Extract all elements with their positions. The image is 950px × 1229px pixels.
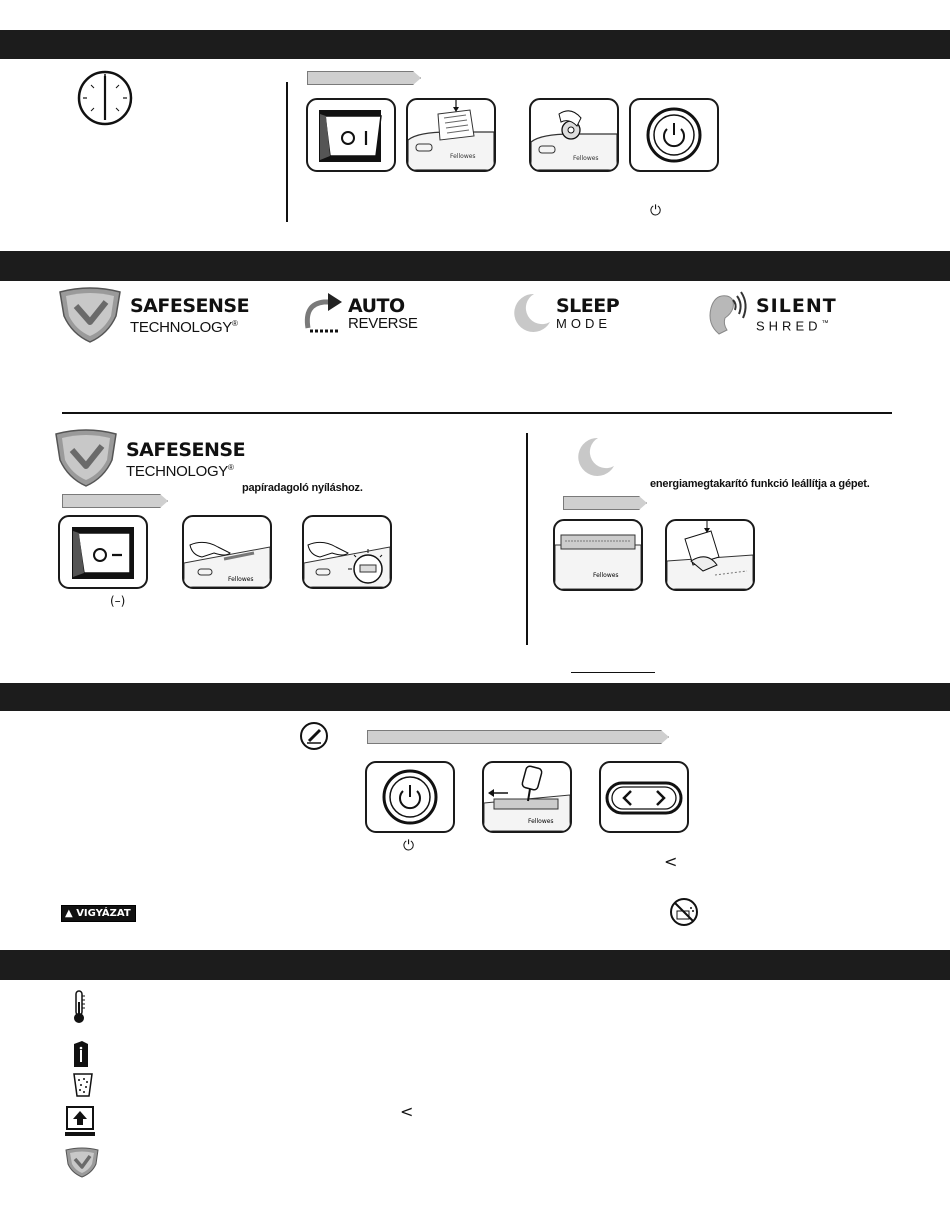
panel-insert-cd xyxy=(529,98,619,172)
power-button-icon xyxy=(631,100,717,170)
svg-text:Fellowes: Fellowes xyxy=(573,155,599,162)
hand-on-shredder-icon xyxy=(184,517,270,587)
sleep-moon-icon-2 xyxy=(576,436,616,476)
safesense-2-line2: TECHNOLOGY xyxy=(126,463,229,480)
power-button-icon-2 xyxy=(367,763,453,831)
reverse-symbol-text-2: < xyxy=(400,1102,414,1121)
svg-text:Fellowes: Fellowes xyxy=(228,576,254,583)
caution-label xyxy=(61,905,136,922)
section-header-bar-3 xyxy=(0,683,950,711)
safesense-logo xyxy=(130,297,249,335)
panel-switch-off xyxy=(58,515,148,589)
panel-sleep-shredder xyxy=(553,519,643,591)
auto-reverse-line2: REVERSE xyxy=(348,315,418,332)
safesense-logo-2 xyxy=(126,441,245,479)
step-arrow-bar xyxy=(307,71,421,85)
panel-insert-paper xyxy=(406,98,496,172)
rocker-switch-icon xyxy=(308,100,394,170)
panel-power-button xyxy=(629,98,719,172)
sleep-moon-icon xyxy=(512,292,552,332)
safesense-arrow-bar xyxy=(62,494,168,508)
section-divider xyxy=(526,433,528,645)
clock-icon xyxy=(77,68,133,128)
silent-shred-logo xyxy=(756,297,837,333)
oil-bottle-icon xyxy=(484,763,570,831)
section-header-bar-1 xyxy=(0,30,950,59)
safesense-registered: ® xyxy=(232,319,238,328)
safesense-note: papíradagoló nyíláshoz. xyxy=(242,482,363,494)
safesense-small-shield-icon xyxy=(64,1147,100,1179)
panel-sleep-paper xyxy=(665,519,755,591)
no-aerosol-icon xyxy=(669,897,699,927)
auto-reverse-arrow-icon xyxy=(300,290,344,334)
section-header-bar-2 xyxy=(0,251,950,281)
panel-oil-application xyxy=(482,761,572,833)
shredder-paper-icon xyxy=(408,100,494,170)
column-divider xyxy=(286,82,288,222)
caution-label-text: VIGYÁZAT xyxy=(76,908,131,919)
safesense-line1: SAFESENSE xyxy=(130,295,250,317)
safesense-line2: TECHNOLOGY xyxy=(130,319,233,336)
safesense-2-registered: ® xyxy=(228,463,234,472)
warning-triangle-icon: ▲ xyxy=(65,908,73,919)
reverse-symbol-text: < xyxy=(664,852,678,871)
silent-shred-trademark: ™ xyxy=(821,320,829,327)
horizontal-rule xyxy=(62,412,892,414)
sleep-mode-logo xyxy=(556,297,619,331)
bin-open-icon xyxy=(72,1040,90,1068)
oil-pencil-icon xyxy=(299,721,329,751)
silent-shred-line2: SHRED xyxy=(756,318,822,334)
section-header-bar-4 xyxy=(0,950,950,980)
thermometer-icon xyxy=(71,990,87,1024)
sleep-mode-line1: SLEEP xyxy=(556,295,620,317)
panel-hand-slot xyxy=(182,515,272,589)
safesense-shield-icon-2 xyxy=(52,428,120,488)
panel-safesense-light xyxy=(302,515,392,589)
power-symbol-text: ⏻ xyxy=(650,203,662,219)
sleep-mode-line2: MODE xyxy=(556,316,611,331)
panel-reverse-forward xyxy=(599,761,689,833)
rocker-switch-off-icon xyxy=(60,517,146,587)
maintenance-arrow-bar xyxy=(367,730,669,744)
sleep-note: energiamegtakarító funkció leállítja a gépet. xyxy=(650,478,870,490)
svg-text:Fellowes: Fellowes xyxy=(528,818,554,825)
reverse-forward-buttons-icon xyxy=(601,763,687,831)
shredder-cd-icon xyxy=(531,100,617,170)
shredder-top-icon xyxy=(555,521,641,589)
safesense-shield-icon xyxy=(56,286,124,344)
panel-power-off xyxy=(365,761,455,833)
bin-full-icon xyxy=(72,1072,94,1098)
sleep-arrow-bar xyxy=(563,496,647,510)
silent-shred-ear-icon xyxy=(703,284,751,338)
overload-upload-icon xyxy=(65,1105,95,1137)
safesense-light-icon xyxy=(304,517,390,587)
auto-reverse-logo xyxy=(348,297,418,331)
svg-text:Fellowes: Fellowes xyxy=(593,572,619,579)
power-symbol-text-2: ⏻ xyxy=(403,838,415,854)
paper-wake-icon xyxy=(667,521,753,589)
underline-link xyxy=(571,672,655,673)
safesense-2-line1: SAFESENSE xyxy=(126,439,246,461)
silent-shred-line1: SILENT xyxy=(756,295,837,317)
panel-rocker-switch xyxy=(306,98,396,172)
auto-reverse-line1: AUTO xyxy=(348,295,405,317)
svg-text:Fellowes: Fellowes xyxy=(450,153,476,160)
off-symbol-text: (–) xyxy=(110,594,126,608)
